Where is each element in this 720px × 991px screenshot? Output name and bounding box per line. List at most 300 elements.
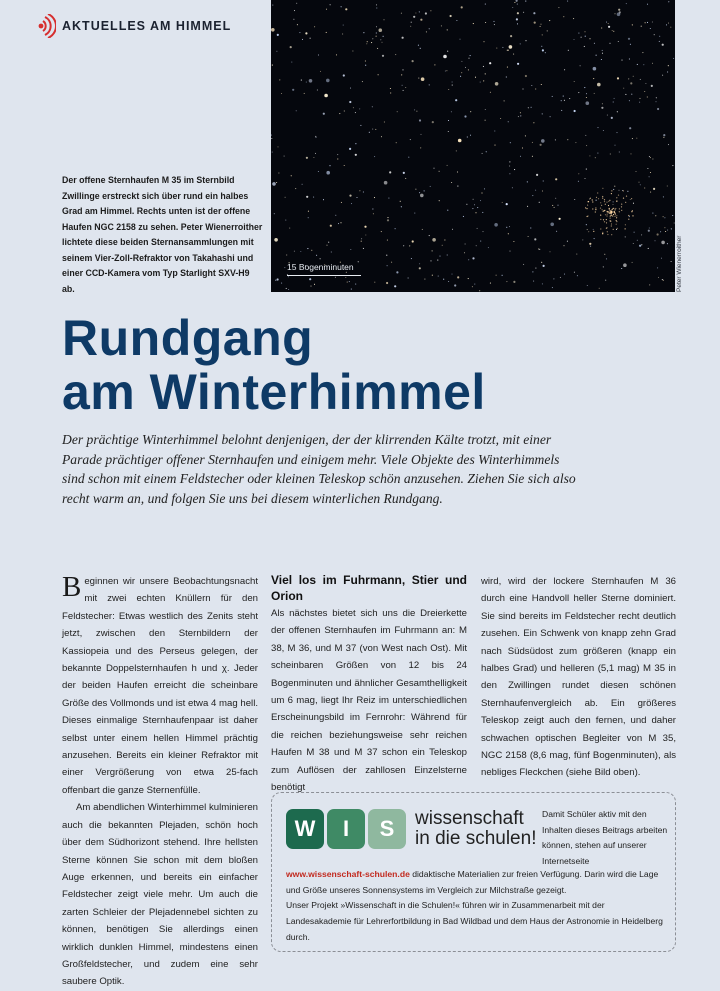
star — [663, 216, 664, 217]
star — [416, 111, 417, 112]
star — [484, 188, 485, 189]
star — [533, 281, 534, 282]
star — [361, 238, 362, 239]
star — [420, 194, 424, 198]
star — [509, 161, 510, 162]
star — [272, 5, 273, 6]
star — [456, 150, 457, 151]
star — [648, 230, 650, 232]
star — [667, 185, 668, 186]
star — [631, 94, 632, 95]
star — [454, 284, 456, 286]
star — [647, 96, 648, 97]
star — [632, 24, 633, 25]
star — [300, 251, 301, 252]
star — [652, 213, 653, 214]
cluster-star — [632, 210, 633, 211]
star — [438, 276, 439, 277]
star — [382, 55, 384, 57]
cluster-star — [621, 210, 622, 211]
star — [666, 24, 667, 25]
star — [513, 54, 514, 55]
wis-box — [271, 792, 676, 952]
star — [299, 32, 300, 33]
star — [641, 26, 642, 27]
star — [500, 118, 501, 119]
star — [490, 283, 491, 284]
star — [373, 213, 374, 214]
star — [593, 67, 597, 71]
star — [649, 284, 650, 285]
star — [285, 197, 286, 198]
cluster-star — [602, 233, 603, 234]
star — [619, 11, 621, 13]
star — [277, 34, 279, 36]
star — [514, 169, 515, 170]
star — [387, 217, 388, 218]
star — [629, 216, 630, 217]
star — [419, 119, 421, 121]
star — [480, 241, 481, 242]
cluster-star — [615, 208, 616, 209]
star — [509, 45, 513, 49]
star — [490, 92, 491, 93]
star — [426, 31, 427, 32]
star — [567, 241, 568, 242]
star — [656, 97, 657, 98]
cluster-star — [611, 211, 612, 212]
star — [397, 111, 398, 112]
star — [294, 251, 295, 252]
star — [432, 250, 433, 251]
star — [326, 79, 330, 83]
star — [341, 202, 342, 203]
star — [586, 224, 587, 225]
star — [476, 245, 477, 246]
wis-url-link[interactable]: www.wissenschaft-schulen.de — [286, 869, 410, 879]
cluster-star — [586, 208, 587, 209]
star — [542, 190, 543, 191]
star — [369, 132, 370, 133]
star — [574, 199, 575, 200]
cluster-star — [606, 219, 607, 220]
star — [337, 158, 338, 159]
star — [383, 19, 384, 20]
col3-paragraph-1: wird, wird der lockere Sternhaufen M 36 durch eine Handvoll heller Sterne dominiert. Sie sind bereits im Feldstecher recht deutlich zusehen. Ein Schwenk von knapp zehn Grad nach Südsüdost zum größeren (knapp ein halbes Grad) und helleren (5,1 mag) M 35 in den Zwillingen rundet diesen schönen Sternhaufenvergleich ab. Ein größeres Teleskop zeigt auch den fernen, und daher schwachen optischen Begleiter von M 35, NGC 2158 (8,6 mag, fünf Bogenminuten), als nebliges Fleckchen (siehe Bild oben). — [481, 576, 676, 779]
star — [657, 233, 659, 235]
star — [603, 266, 604, 267]
star — [360, 125, 361, 126]
star — [509, 226, 510, 227]
star — [306, 82, 307, 83]
cluster-star — [598, 198, 599, 199]
cluster-star — [600, 219, 601, 220]
star — [502, 47, 503, 48]
star — [506, 281, 507, 282]
star — [563, 245, 564, 246]
star — [588, 231, 589, 232]
star — [464, 115, 466, 117]
star — [335, 215, 336, 216]
star — [271, 28, 275, 32]
star — [452, 85, 453, 86]
cluster-star — [604, 221, 605, 222]
star — [345, 277, 346, 278]
cluster-star — [612, 215, 613, 216]
star — [525, 1, 526, 2]
star — [506, 203, 508, 205]
star — [647, 4, 648, 5]
cluster-star — [595, 209, 596, 210]
star — [414, 213, 415, 214]
star — [655, 215, 656, 216]
broadcast-arcs-icon — [38, 14, 56, 38]
star — [429, 84, 430, 85]
star — [563, 96, 564, 97]
cluster-star — [607, 214, 608, 215]
star — [630, 44, 631, 45]
star — [642, 52, 643, 53]
cluster-star — [623, 190, 624, 191]
star — [466, 204, 467, 205]
star — [616, 229, 617, 230]
star — [349, 101, 351, 103]
wis-body-1: didaktische Materialien zur freien Verfügung. Darin wird die Lage und Größe unseres Sonnensystems im Vergleich zur Milchstraße gezeigt. — [286, 869, 659, 895]
star — [374, 156, 375, 157]
star — [485, 73, 486, 74]
star — [602, 53, 603, 54]
star — [639, 98, 640, 99]
star — [452, 81, 453, 82]
cluster-star — [616, 220, 617, 221]
star — [516, 0, 518, 2]
star — [586, 101, 590, 105]
star — [629, 100, 630, 101]
star — [372, 106, 373, 107]
star — [306, 196, 308, 198]
star — [541, 46, 542, 47]
star — [523, 264, 524, 265]
star — [663, 196, 664, 197]
star — [673, 58, 674, 59]
star — [643, 64, 644, 65]
star — [347, 282, 348, 283]
star — [663, 137, 664, 138]
star — [355, 154, 357, 156]
star — [606, 258, 607, 259]
star — [274, 213, 275, 214]
star — [506, 76, 507, 77]
cluster-star — [613, 208, 614, 209]
star — [326, 245, 327, 246]
star — [550, 223, 554, 227]
star — [532, 195, 533, 196]
star — [447, 51, 448, 52]
star — [520, 115, 521, 116]
star — [610, 153, 611, 154]
star — [485, 4, 486, 5]
star — [493, 21, 494, 22]
cluster-star — [596, 197, 597, 198]
star — [419, 192, 420, 193]
star — [439, 256, 440, 257]
star — [494, 24, 495, 25]
star — [625, 236, 626, 237]
star — [657, 108, 659, 110]
star — [614, 145, 615, 146]
star — [637, 64, 638, 65]
star — [443, 55, 447, 59]
star — [672, 215, 673, 216]
star — [323, 113, 325, 115]
cluster-star — [605, 204, 606, 205]
cluster-star — [602, 196, 603, 197]
star — [458, 139, 462, 143]
star — [569, 98, 570, 99]
star — [545, 52, 546, 53]
star — [278, 172, 279, 173]
star — [618, 41, 619, 42]
star — [420, 134, 421, 135]
star — [446, 70, 447, 71]
star — [593, 229, 594, 230]
star — [439, 171, 440, 172]
star — [296, 3, 297, 4]
star — [649, 227, 650, 228]
star — [349, 148, 351, 150]
star — [381, 136, 382, 137]
cluster-star — [611, 190, 612, 191]
star — [328, 242, 329, 243]
cluster-star — [585, 207, 586, 208]
star — [513, 281, 515, 283]
star — [295, 188, 296, 189]
star — [663, 280, 664, 281]
star — [302, 184, 303, 185]
star — [461, 72, 462, 73]
star — [652, 158, 653, 159]
star — [556, 231, 557, 232]
star — [578, 92, 579, 93]
star — [276, 182, 277, 183]
star — [650, 157, 651, 158]
star — [386, 282, 388, 284]
col2-paragraph-1: Als nächstes bietet sich uns die Dreierkette der offenen Sternhaufen im Fuhrmann an: M 38, M 36, und M 37 (von West nach Ost). Mit scheinbaren Größen von 12 bis 24 Bogenminuten und ähnlicher Gesamthelligkeit um 6 mag, liegt Ihr Reiz im unterschiedlichen Erscheinungsbild im Fernrohr: Während für die reichen beziehungsweise sehr reichen Haufen M 38 und M 37 schon ein Teleskop zum Auflösen der zahllosen Einzelsterne benötigt — [271, 608, 467, 794]
star — [291, 62, 292, 63]
star — [409, 245, 410, 246]
star — [659, 36, 660, 37]
star — [543, 180, 544, 181]
cluster-star — [611, 234, 612, 235]
star — [467, 136, 468, 137]
star — [281, 93, 282, 94]
star — [514, 2, 515, 3]
wis-tile-i: I — [327, 809, 365, 849]
star — [401, 74, 402, 75]
wis-logo — [286, 809, 536, 849]
star — [578, 173, 579, 174]
star — [359, 190, 360, 191]
star — [365, 65, 366, 66]
star — [543, 265, 545, 267]
star — [355, 112, 356, 113]
star — [276, 51, 277, 52]
star — [286, 254, 287, 255]
star — [630, 199, 631, 200]
cluster-star — [632, 215, 633, 216]
cluster-star — [593, 231, 594, 232]
star — [649, 176, 650, 177]
star — [552, 205, 553, 206]
star — [376, 4, 377, 5]
star — [617, 77, 619, 79]
star — [508, 121, 509, 122]
star — [479, 290, 480, 291]
star — [309, 278, 311, 280]
cluster-star — [595, 211, 596, 212]
star — [623, 263, 627, 267]
star — [410, 26, 411, 27]
star — [580, 65, 581, 66]
star — [584, 31, 585, 32]
star — [422, 229, 423, 230]
star — [288, 289, 289, 290]
star — [364, 226, 366, 228]
star — [381, 231, 382, 232]
scale-label: 15 Bogenminuten — [287, 262, 354, 272]
star — [284, 267, 285, 268]
star — [460, 76, 461, 77]
star — [411, 258, 412, 259]
star — [468, 259, 469, 260]
star — [320, 258, 321, 259]
star — [326, 171, 330, 175]
cluster-star — [611, 225, 612, 226]
cluster-star — [603, 219, 604, 220]
star — [558, 7, 559, 8]
star — [308, 211, 309, 212]
cluster-star — [611, 193, 612, 194]
star — [441, 25, 442, 26]
star — [349, 195, 351, 197]
star — [587, 229, 588, 230]
star — [627, 191, 628, 192]
star — [654, 34, 655, 35]
star — [549, 20, 550, 21]
star — [372, 129, 373, 130]
star — [337, 154, 338, 155]
star — [670, 27, 671, 28]
star — [412, 60, 414, 62]
cluster-star — [614, 212, 615, 213]
star — [613, 189, 614, 190]
star — [396, 271, 398, 273]
star — [473, 23, 474, 24]
star — [410, 139, 411, 140]
star — [668, 1, 669, 2]
star — [447, 254, 448, 255]
star — [553, 278, 554, 279]
star — [470, 135, 471, 136]
star — [291, 175, 292, 176]
star — [459, 39, 460, 40]
star — [456, 20, 457, 21]
star — [606, 22, 607, 23]
star — [272, 152, 273, 153]
star — [448, 89, 449, 90]
cluster-star — [619, 211, 620, 212]
star — [659, 41, 660, 42]
star — [621, 268, 622, 269]
star — [589, 243, 591, 245]
cluster-star — [628, 215, 629, 216]
star — [525, 75, 527, 77]
star — [547, 30, 548, 31]
star — [637, 240, 638, 241]
star — [650, 28, 651, 29]
star — [597, 153, 598, 154]
star — [585, 135, 586, 136]
star — [641, 244, 642, 245]
star — [541, 262, 542, 263]
star — [601, 27, 602, 28]
star — [350, 249, 351, 250]
star — [585, 36, 586, 37]
star — [542, 49, 544, 51]
star — [420, 147, 421, 148]
star — [482, 212, 483, 213]
star — [483, 41, 484, 42]
star — [353, 107, 354, 108]
headline-line-1: Rundgang — [62, 310, 314, 366]
star — [645, 22, 646, 23]
star — [541, 139, 545, 143]
star — [573, 18, 574, 19]
lead-paragraph: Der prächtige Winterhimmel belohnt denjenigen, der der klirrenden Kälte trotzt, mit einer Parade prächtiger offener Sternhaufen und einigem mehr. Viele Objekte des Winterhimmels sind schon mit einem Feldstecher oder kleinen Teleskop schön anzusehen. Ziehen Sie sich also recht warm an, und folgen Sie uns bei diesem winterlichen Rundgang. — [62, 432, 576, 506]
star — [555, 178, 557, 180]
column-2 — [271, 573, 467, 796]
star — [318, 171, 319, 172]
star — [483, 80, 484, 81]
star — [383, 36, 384, 37]
star — [330, 225, 332, 227]
cluster-star — [604, 199, 605, 200]
star — [452, 229, 453, 230]
star — [307, 248, 308, 249]
cluster-star — [595, 207, 596, 208]
star-cluster-photo — [271, 0, 675, 292]
star — [451, 182, 452, 183]
star — [527, 206, 528, 207]
star — [539, 202, 540, 203]
star — [628, 78, 629, 79]
star — [424, 279, 425, 280]
star — [351, 203, 352, 204]
cluster-star — [605, 214, 606, 215]
star — [465, 67, 466, 68]
star — [418, 45, 419, 46]
star — [587, 285, 588, 286]
cluster-star — [619, 208, 620, 209]
cluster-star — [607, 231, 608, 232]
star — [420, 19, 422, 21]
star — [531, 107, 532, 108]
star — [336, 54, 337, 55]
star — [318, 54, 319, 55]
star — [502, 202, 503, 203]
star — [618, 9, 620, 11]
cluster-star — [623, 198, 624, 199]
